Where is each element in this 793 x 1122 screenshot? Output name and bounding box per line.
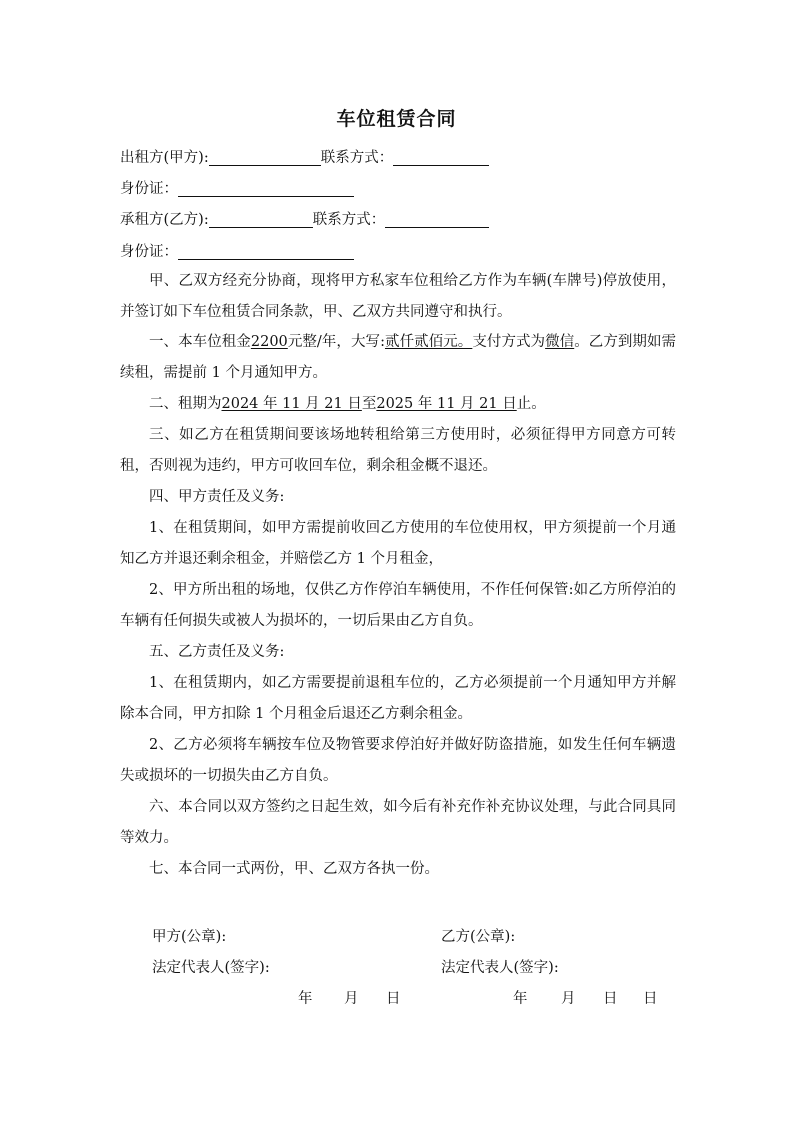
date-b-year: 年 <box>513 991 528 1007</box>
clause-1-text-a: 一、本车位租金 <box>149 334 251 350</box>
clause-2 <box>120 389 676 420</box>
clause-5-2: 2、乙方必须将车辆按车位及物管要求停泊好并做好防盗措施，如发生任何车辆遗失或损坏的一切损失由乙方自负。 <box>120 737 676 784</box>
clause-1-text-b: 元整/年，大写: <box>287 334 385 350</box>
clause-2-text-b: 至 <box>361 396 377 412</box>
lease-end-date: 2025 年 11 月 21 日 <box>376 396 517 412</box>
lessor-contact-label: 联系方式： <box>320 150 394 166</box>
clause-6: 六、本合同以双方签约之日起生效，如今后有补充作补充协议处理，与此合同具同等效力。 <box>120 799 676 846</box>
lessee-id-line <box>120 240 354 261</box>
date-a-month: 月 <box>344 991 359 1007</box>
clause-2-text-a: 二、租期为 <box>149 396 222 412</box>
lessee-name-field[interactable] <box>209 211 313 228</box>
date-b-day-2: 日 <box>643 991 658 1007</box>
lessor-line <box>120 146 489 167</box>
clause-5-1: 1、在租赁期内，如乙方需要提前退租车位的，乙方必须提前一个月通知甲方并解除本合同，甲方扣除 1 个月租金后退还乙方剩余租金。 <box>120 675 676 722</box>
clause-1-text-d: 。乙方到期如需续租，需提前 1 个月通知甲方。 <box>120 334 677 381</box>
lessor-id-line <box>120 177 354 198</box>
lessee-contact-label: 联系方式： <box>312 212 386 228</box>
intro-paragraph: 甲、乙双方经充分协商，现将甲方私家车位租给乙方作为车辆(车牌号)停放使用，并签订如下车位租赁合同条款，甲、乙双方共同遵守和执行。 <box>120 273 676 320</box>
clause-1-text-c: 支付方式为 <box>472 334 546 350</box>
lessor-contact-field[interactable] <box>393 149 489 166</box>
page-title: 车位租赁合同 <box>336 108 457 130</box>
party-b-seal-label: 乙方(公章): <box>441 929 516 945</box>
lessee-line <box>120 208 489 229</box>
lease-start-date: 2024 年 11 月 21 日 <box>221 396 362 412</box>
clause-7: 七、本合同一式两份，甲、乙双方各执一份。 <box>149 861 439 877</box>
date-a-year: 年 <box>298 991 313 1007</box>
date-b-day: 日 <box>603 991 618 1007</box>
clause-5-heading: 五、乙方责任及义务: <box>149 644 285 660</box>
lessor-name-field[interactable] <box>209 149 321 166</box>
clause-4-heading: 四、甲方责任及义务: <box>149 489 285 505</box>
party-a-rep-label: 法定代表人(签字): <box>152 960 270 976</box>
clause-3: 三、如乙方在租赁期间要该场地转租给第三方使用时，必须征得甲方同意方可转租，否则视为违约，甲方可收回车位，剩余租金概不退还。 <box>120 427 676 474</box>
clause-1 <box>120 327 676 389</box>
lessee-contact-field[interactable] <box>385 211 489 228</box>
rent-amount-words: 贰仟贰佰元。 <box>384 334 473 350</box>
lessor-id-label: 身份证： <box>120 181 178 197</box>
date-a-day: 日 <box>386 991 401 1007</box>
date-b-month: 月 <box>561 991 576 1007</box>
lessee-id-field[interactable] <box>178 243 354 260</box>
rent-amount: 2200 <box>250 334 288 350</box>
clause-4-2: 2、甲方所出租的场地，仅供乙方作停泊车辆使用，不作任何保管:如乙方所停泊的车辆有任何损失或被人为损坏的，一切后果由乙方自负。 <box>120 582 676 629</box>
lessor-label: 出租方(甲方): <box>120 150 209 166</box>
clause-4-1: 1、在租赁期间，如甲方需提前收回乙方使用的车位使用权，甲方须提前一个月通知乙方并退还剩余租金，并赔偿乙方 1 个月租金， <box>120 520 676 567</box>
party-b-rep-label: 法定代表人(签字): <box>441 960 559 976</box>
clause-2-text-c: 止。 <box>516 396 546 412</box>
lessor-id-field[interactable] <box>178 180 354 197</box>
party-b-date <box>513 987 658 1008</box>
party-a-date <box>298 987 401 1008</box>
party-a-seal-label: 甲方(公章): <box>152 929 227 945</box>
payment-method: 微信 <box>545 334 575 350</box>
lessee-label: 承租方(乙方): <box>120 212 209 228</box>
lessee-id-label: 身份证： <box>120 244 178 260</box>
